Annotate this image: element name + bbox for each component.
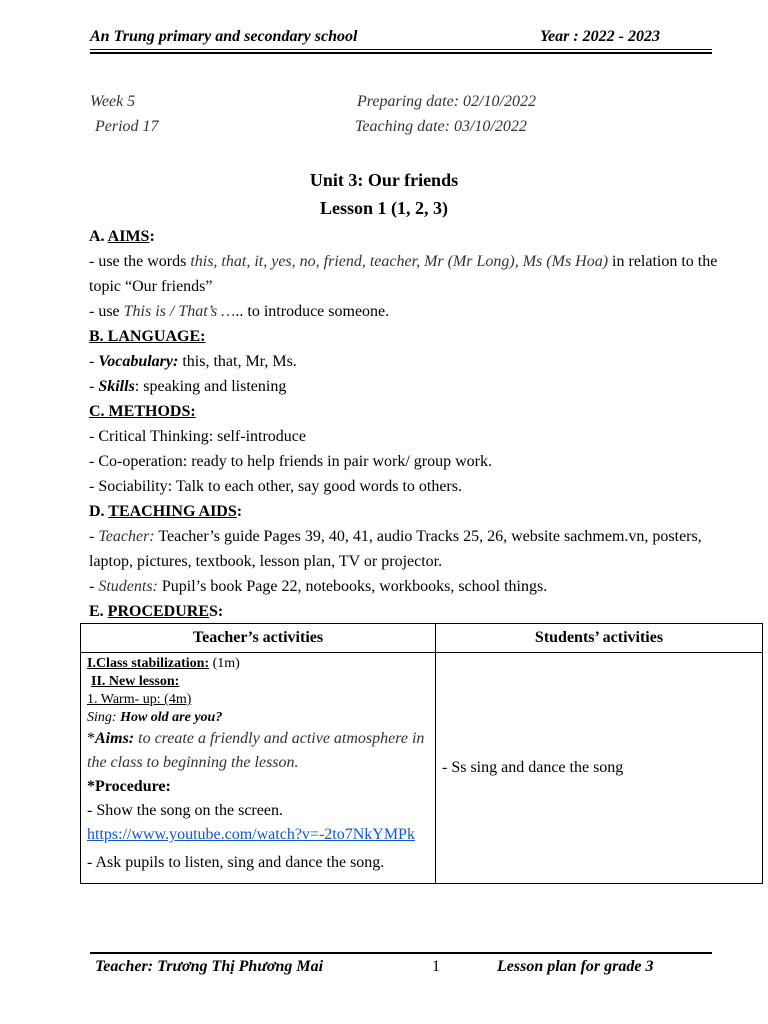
teaching-date: Teaching date: 03/10/2022 — [355, 118, 527, 135]
preparing-date: Preparing date: 02/10/2022 — [357, 93, 536, 110]
new-lesson-line: II. New lesson: — [91, 674, 180, 689]
vocabulary-line: - Vocabulary: this, that, Mr, Ms. — [89, 353, 297, 370]
method-item: - Co-operation: ready to help friends in pair work/ group work. — [89, 453, 493, 470]
method-item: - Critical Thinking: self-introduce — [89, 428, 306, 445]
aids-students: - Students: Pupil’s book Page 22, notebooks, workbooks, school things. — [89, 578, 548, 595]
aims-line-2: - use This is / That’s ….. to introduce someone. — [89, 303, 390, 320]
sing-line: Sing: How old are you? — [87, 710, 223, 725]
student-action: - Ss sing and dance the song — [442, 759, 624, 776]
song-link-wrapper — [87, 823, 431, 847]
warmup-line: 1. Warm- up: (4m) — [87, 692, 192, 707]
teacher-activities-cell — [81, 653, 436, 884]
procedures-table — [80, 623, 763, 884]
header-rule-thin — [90, 49, 712, 50]
procedures-heading: E. PROCEDURES: — [89, 603, 224, 620]
school-name: An Trung primary and secondary school — [90, 28, 358, 45]
header-rule-thick — [90, 52, 712, 54]
step-show-song: - Show the song on the screen. — [87, 802, 283, 819]
stabilization-line: I.Class stabilization: (1m) — [87, 656, 240, 671]
methods-heading: C. METHODS: — [89, 403, 196, 420]
footer-rule — [90, 952, 712, 954]
week-label: Week 5 — [90, 93, 136, 110]
lesson-title: Lesson 1 (1, 2, 3) — [319, 198, 448, 218]
skills-line: - Skills: speaking and listening — [89, 378, 287, 395]
step-listen-sing: - Ask pupils to listen, sing and dance the song. — [87, 854, 385, 871]
students-column-header: Students’ activities — [436, 624, 763, 653]
table-header-row — [81, 624, 763, 653]
period-label: Period 17 — [95, 118, 159, 135]
method-item: - Sociability: Talk to each other, say good words to others. — [89, 478, 462, 495]
procedure-label: *Procedure: — [87, 778, 171, 795]
page-number: 1 — [432, 958, 440, 975]
students-activities-cell — [436, 653, 763, 884]
youtube-link[interactable]: https://www.youtube.com/watch?v=-2to7NkYMPk — [87, 826, 415, 843]
aids-teacher: - Teacher: Teacher’s guide Pages 39, 40, 41, audio Tracks 25, 26, website sachmem.vn, posters, laptop, pictures, textbook, lesson plan, TV or projector. — [89, 528, 702, 570]
teacher-column-header: Teacher’s activities — [81, 624, 436, 653]
school-year: Year : 2022 - 2023 — [540, 28, 660, 45]
activity-aims: *Aims: to create a friendly and active atmosphere in the class to beginning the lesson. — [87, 730, 425, 771]
aids-heading: D. TEACHING AIDS: — [89, 503, 243, 520]
footer-teacher: Teacher: Trương Thị Phương Mai — [95, 958, 324, 975]
lesson-content — [89, 224, 729, 624]
table-row — [81, 653, 763, 884]
footer-plan: Lesson plan for grade 3 — [497, 958, 654, 975]
unit-title: Unit 3: Our friends — [309, 170, 459, 190]
language-heading: B. LANGUAGE: — [89, 328, 206, 345]
aims-heading: A. AIMS: — [89, 228, 155, 245]
aims-line-1: - use the words this, that, it, yes, no, friend, teacher, Mr (Mr Long), Ms (Ms Hoa) in relation to the topic “Our friends” — [89, 253, 718, 295]
